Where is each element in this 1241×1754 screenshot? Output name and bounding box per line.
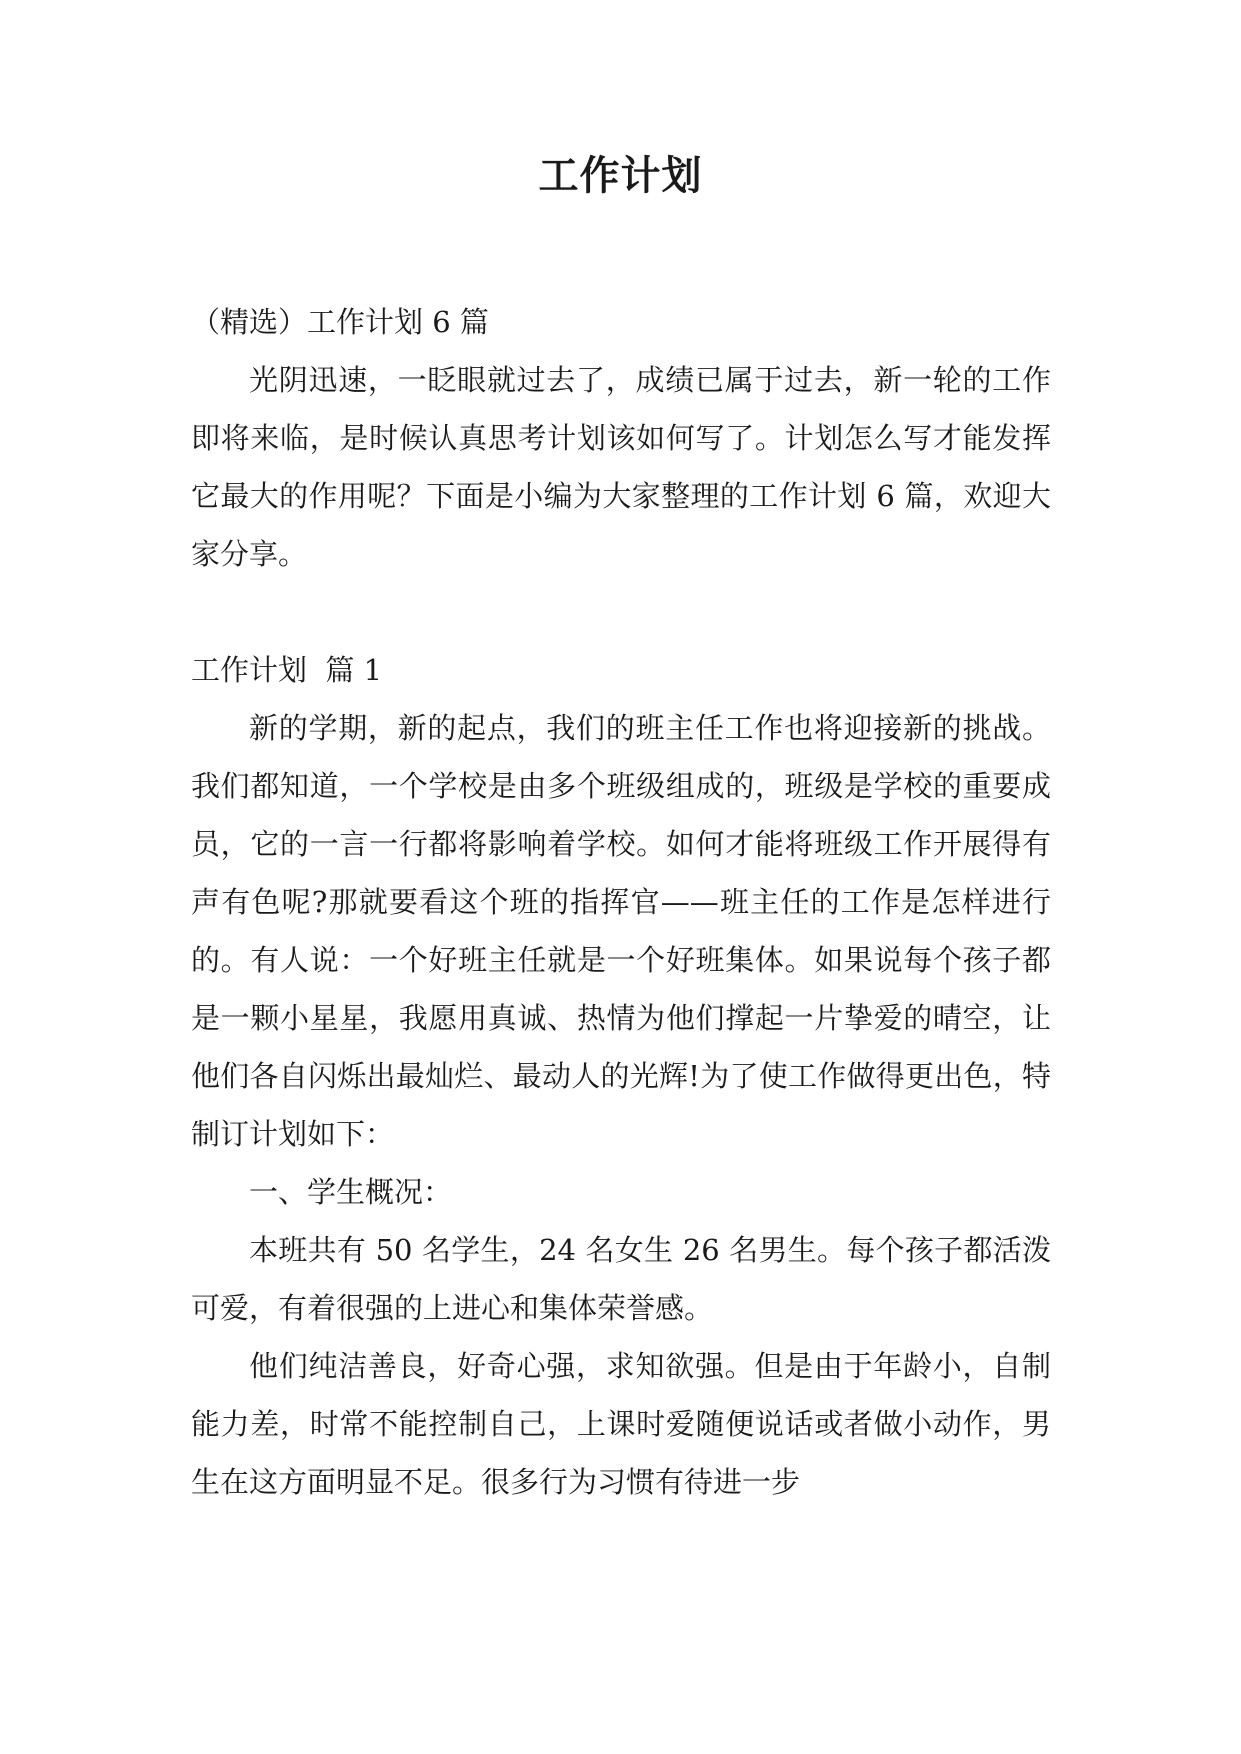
body-paragraph: 他们纯洁善良，好奇心强，求知欲强。但是由于年龄小，自制能力差，时常不能控制自己，上课时爱随便说话或者做小动作，男生在这方面明显不足。很多行为习惯有待进一步 [191,1349,1051,1499]
document-body [191,293,1051,1511]
section-heading: 工作计划 篇 1 [191,653,383,687]
document-title: 工作计划 [538,153,703,199]
body-paragraph: 新的学期，新的起点，我们的班主任工作也将迎接新的挑战。我们都知道，一个学校是由多个班级组成的，班级是学校的重要成员，它的一言一行都将影响着学校。如何才能将班级工作开展得有声有色呢?那就要看这个班的指挥官——班主任的工作是怎样进行的。有人说：一个好班主任就是一个好班集体。如果说每个孩子都是一颗小星星，我愿用真诚、热情为他们撑起一片挚爱的晴空，让他们各自闪烁出最灿烂、最动人的光辉!为了使工作做得更出色，特制订计划如下： [191,711,1051,1151]
document-subtitle: （精选）工作计划 6 篇 [191,305,489,339]
subheading-paragraph: 一、学生概况： [249,1175,453,1209]
body-paragraph: 本班共有 50 名学生，24 名女生 26 名男生。每个孩子都活泼可爱，有着很强的上进心和集体荣誉感。 [191,1233,1051,1325]
intro-paragraph: 光阴迅速，一眨眼就过去了，成绩已属于过去，新一轮的工作即将来临，是时候认真思考计划该如何写了。计划怎么写才能发挥它最大的作用呢？下面是小编为大家整理的工作计划 6 篇，欢迎大家分享。 [191,363,1051,571]
section-spacer [191,583,1051,641]
